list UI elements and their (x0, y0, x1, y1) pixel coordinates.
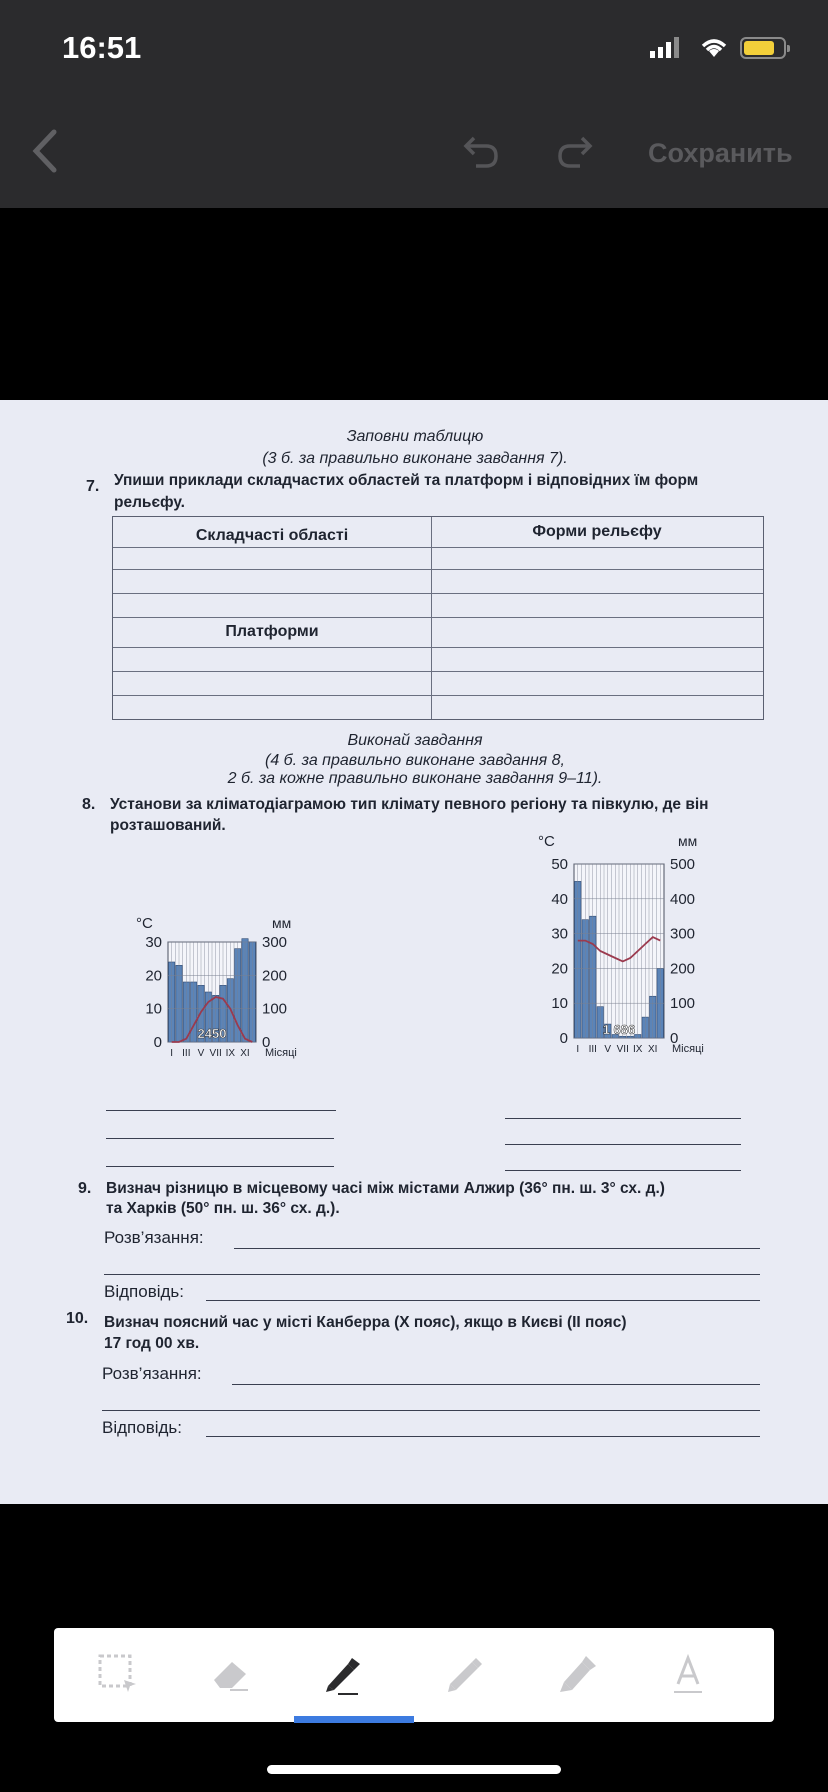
task8-text-line1: Установи за кліматодіаграмою тип клімату певного регіону та півкулю, де він (110, 796, 709, 813)
text-tool-icon[interactable] (664, 1650, 712, 1698)
chart2-temp-tick: 0 (559, 1030, 568, 1047)
chart2-precip-tick: 100 (670, 995, 696, 1013)
chart1-month-label: V (197, 1048, 205, 1059)
chart2-temp-tick: 10 (551, 995, 568, 1013)
chart1-temp-tick: 0 (153, 1034, 162, 1051)
chart2-temp-tick: 50 (551, 856, 568, 873)
task10-text-line1: Визнач поясний час у місті Канберра (X пояс), якщо в Києві (II пояс) (104, 1314, 627, 1331)
task8-answer-line[interactable] (106, 1110, 336, 1111)
climate-chart-2 (530, 830, 730, 1060)
task8-answer-line[interactable] (505, 1144, 741, 1145)
section1-subtitle: (3 б. за правильно виконане завдання 7). (262, 450, 568, 467)
task7-text-line1: Упиши приклади складчастих областей та платформ і відповідних їм форм (114, 472, 699, 489)
chart1-precip-tick: 200 (262, 967, 288, 985)
chart2-temp-tick: 40 (551, 890, 568, 908)
task9-solution-label: Розв’язання: (104, 1228, 204, 1247)
task9-text-line1: Визнач різницю в місцевому часі між містами Алжир (36° пн. ш. 3° сх. д.) (106, 1180, 665, 1197)
chart2-precip-unit: мм (678, 833, 698, 849)
task7-text-line2: рельєфу. (114, 494, 185, 511)
task8-answer-line[interactable] (505, 1170, 741, 1171)
landform-table (112, 516, 764, 720)
status-bar (0, 0, 828, 100)
task8-answer-line[interactable] (106, 1166, 334, 1167)
task9-number: 9. (78, 1180, 92, 1197)
section2-subtitle2: 2 б. за кожне правильно виконане завдання 9–11). (227, 770, 603, 787)
wifi-icon (698, 35, 730, 59)
chart1-precip-tick: 0 (262, 1034, 271, 1051)
chart1-month-label: IX (225, 1048, 236, 1059)
chart1-temp-tick: 30 (145, 934, 162, 951)
chart2-temp-tick: 30 (551, 925, 568, 943)
chart1-temp-tick: 20 (145, 967, 162, 985)
chart1-month-label: VII (209, 1048, 222, 1059)
chart2-temp-unit: °C (538, 833, 555, 850)
chart2-temp-tick: 20 (551, 960, 568, 978)
chart2-month-label: IX (633, 1044, 643, 1055)
chart2-month-label: V (604, 1044, 612, 1055)
lasso-select-icon[interactable] (94, 1650, 142, 1698)
task8-number: 8. (82, 796, 96, 813)
section2-title: Виконай завдання (347, 732, 483, 749)
task9-answer-label: Відповідь: (104, 1282, 185, 1301)
chart1-temp-tick: 10 (145, 1000, 162, 1018)
chart2-precip-tick: 400 (670, 890, 696, 908)
chart1-xlabel: Місяці (265, 1047, 297, 1059)
task10-text-line2: 17 год 00 хв. (104, 1335, 200, 1352)
home-indicator[interactable] (267, 1765, 561, 1774)
task10-solution-label: Розв’язання: (102, 1364, 202, 1383)
chart2-month-label: VII (616, 1044, 629, 1055)
task10-number: 10. (66, 1310, 89, 1327)
pen-icon[interactable] (318, 1650, 366, 1698)
chart1-month-label: I (170, 1048, 174, 1059)
task9-solution-line[interactable] (234, 1248, 760, 1249)
section2-subtitle1: (4 б. за правильно виконане завдання 8, (265, 752, 565, 769)
signal-icon (650, 36, 684, 58)
section1-title: Заповни таблицю (346, 428, 484, 445)
chart1-precip-tick: 300 (262, 934, 288, 951)
chart1-month-label: XI (240, 1048, 250, 1059)
task9-solution-line[interactable] (104, 1274, 760, 1275)
chart1-month-label: III (182, 1048, 191, 1059)
task8-answer-line[interactable] (106, 1138, 334, 1139)
table-col1-header: Складчасті області (195, 527, 349, 544)
chart2-precip-tick: 0 (670, 1030, 679, 1047)
task8-text-line2: розташований. (110, 817, 226, 834)
eraser-icon[interactable] (206, 1650, 254, 1698)
drawing-tools-bar (54, 1628, 774, 1722)
chart2-xlabel: Місяці (672, 1043, 704, 1055)
worksheet-page (0, 400, 828, 1504)
task9-answer-line[interactable] (206, 1300, 760, 1301)
task10-answer-line[interactable] (206, 1436, 760, 1437)
task10-answer-label: Відповідь: (102, 1418, 183, 1437)
battery-icon (740, 37, 786, 59)
chart2-precip-tick: 500 (670, 856, 696, 873)
save-button[interactable]: Сохранить (648, 138, 793, 168)
chart2-month-label: I (576, 1044, 580, 1055)
chart2-month-label: III (588, 1044, 597, 1055)
chart2-precip-tick: 300 (670, 925, 696, 943)
task10-solution-line[interactable] (102, 1410, 760, 1411)
marker-icon[interactable] (552, 1650, 600, 1698)
chart2-precip-tick: 200 (670, 960, 696, 978)
chart1-precip-tick: 100 (262, 1000, 288, 1018)
back-icon[interactable] (28, 128, 60, 174)
chart1-precip-unit: мм (272, 915, 292, 931)
active-tool-indicator (294, 1716, 414, 1723)
status-time: 16:51 (62, 30, 142, 65)
task8-answer-line[interactable] (505, 1118, 741, 1119)
chart2-month-label: XI (648, 1044, 658, 1055)
task7-number: 7. (86, 478, 100, 495)
climate-chart-1 (120, 910, 320, 1060)
task9-text-line2: та Харків (50° пн. ш. 36° сх. д.). (106, 1200, 340, 1217)
undo-icon[interactable] (462, 130, 500, 170)
chart1-total-label: 2450 (197, 1026, 227, 1041)
table-col2-header: Форми рельєфу (532, 523, 662, 540)
chart1-temp-unit: °C (136, 915, 153, 932)
chart2-total-label: 1 686 (602, 1022, 636, 1037)
pencil-icon[interactable] (440, 1650, 488, 1698)
task10-solution-line[interactable] (232, 1384, 760, 1385)
redo-icon[interactable] (556, 130, 594, 170)
table-row-label: Платформи (225, 623, 319, 640)
